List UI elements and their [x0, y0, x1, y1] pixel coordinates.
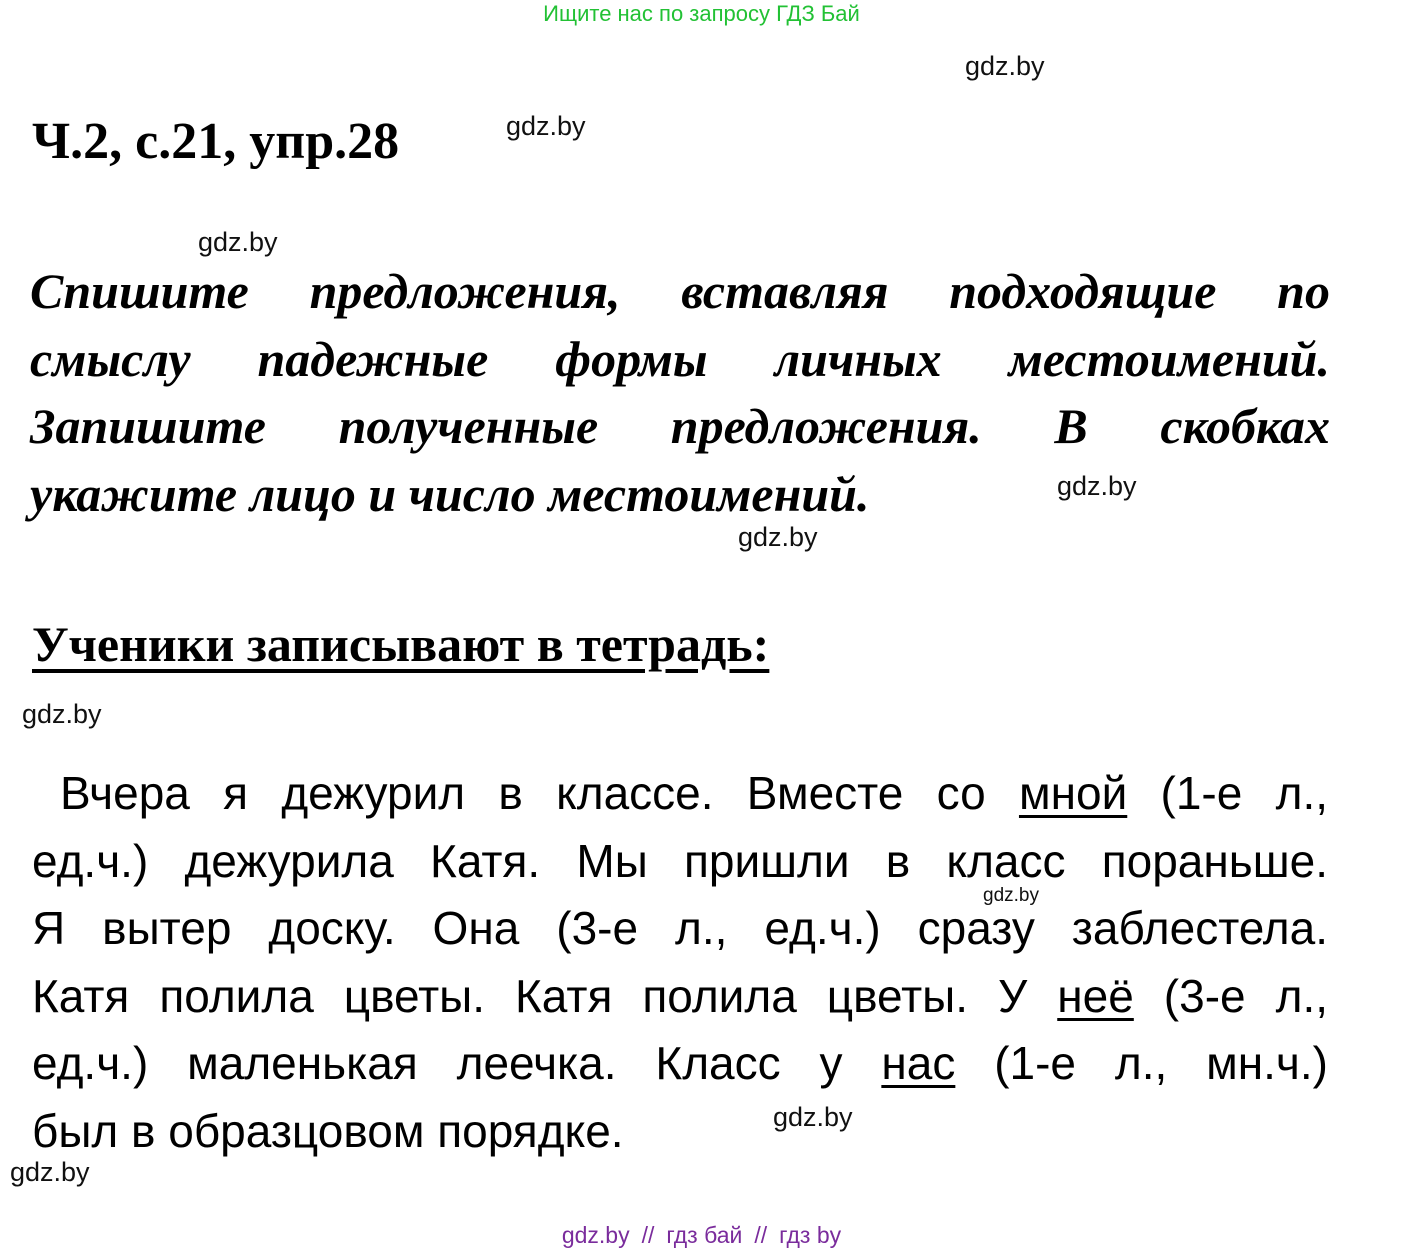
footer-links [0, 1220, 1403, 1250]
watermark: gdz.by [738, 522, 818, 552]
footer-link-gdz-by[interactable]: gdz.by [561, 1222, 630, 1248]
footer-link-gdz-by-mixed[interactable]: гдз by [779, 1222, 842, 1248]
answer-text-part: (1-е л., мн.ч.) [955, 1037, 1328, 1089]
watermark: gdz.by [983, 885, 1039, 906]
underlined-pronoun: нас [881, 1037, 956, 1089]
watermark: gdz.by [506, 111, 586, 141]
section-heading: Ученики записывают в тетрадь: [32, 616, 770, 672]
answer-text-part: (3-е л., [1133, 969, 1329, 1022]
watermark: gdz.by [198, 227, 278, 257]
underlined-pronoun: неё [1057, 969, 1134, 1022]
watermark: gdz.by [10, 1157, 90, 1187]
watermark: gdz.by [773, 1102, 853, 1132]
task-line: Спишите предложения, вставляя подходящие по [30, 263, 1330, 319]
task-line: Запишите полученные предложения. В скобках [30, 398, 1330, 454]
answer-text [32, 760, 1328, 1165]
answer-line: ед.ч.) дежурила Катя. Мы пришли в класс пораньше. [32, 834, 1328, 887]
exercise-title: Ч.2, с.21, упр.28 [32, 113, 400, 170]
answer-text-part: ед.ч.) маленькая леечка. Класс у [32, 1037, 882, 1089]
footer-separator: // [641, 1222, 655, 1248]
answer-line [32, 1030, 1328, 1098]
answer-text-part: Вчера я дежурил в классе. Вместе со [60, 767, 1019, 819]
answer-text-part: Катя полила цветы. Катя полила цветы. У [32, 969, 1058, 1022]
task-line: укажите лицо и число местоимений. [30, 465, 870, 522]
footer-link-gdz-bai[interactable]: гдз бай [666, 1222, 743, 1248]
watermark: gdz.by [22, 699, 102, 729]
answer-line [32, 963, 1328, 1031]
answer-line: был в образцовом порядке. [32, 1104, 624, 1157]
watermark: gdz.by [1057, 471, 1137, 501]
footer-separator: // [754, 1222, 768, 1248]
task-instructions [30, 258, 1330, 528]
answer-line: Я вытер доску. Она (3-е л., ед.ч.) сразу заблестела. [32, 902, 1328, 954]
task-line: смыслу падежные формы личных местоимений. [30, 330, 1330, 387]
answer-line [32, 760, 1328, 828]
top-banner: Ищите нас по запросу ГДЗ Бай [543, 1, 860, 26]
watermark: gdz.by [965, 51, 1045, 81]
underlined-pronoun: мной [1018, 767, 1128, 819]
answer-text-part: (1-е л., [1127, 767, 1329, 819]
